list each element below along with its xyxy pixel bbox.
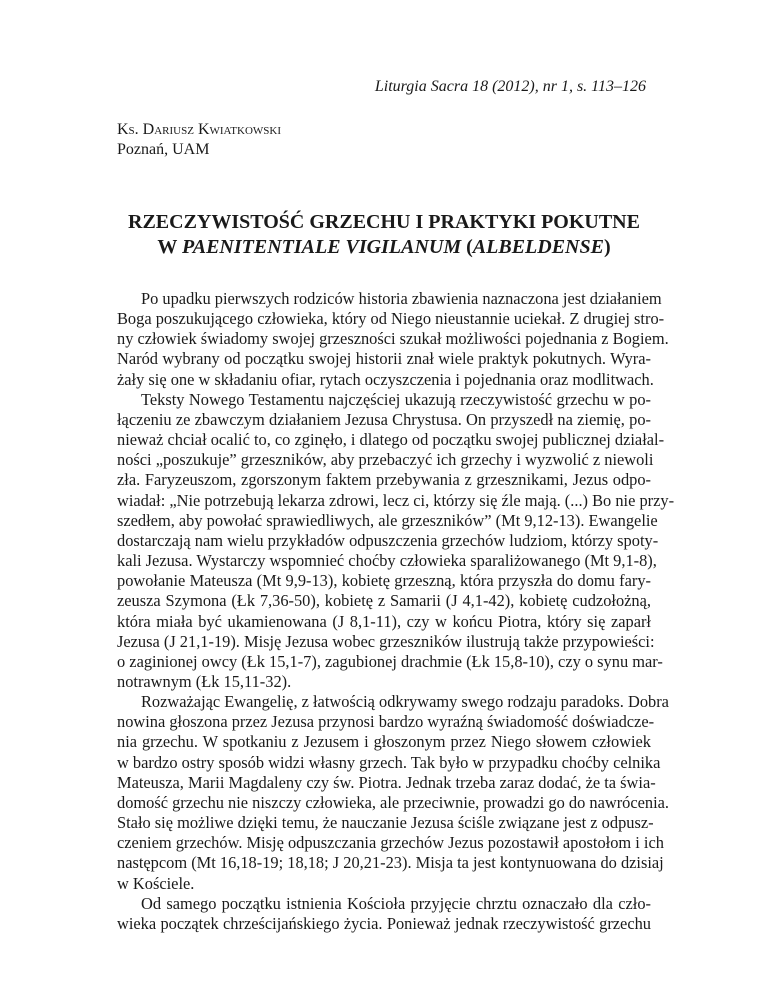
text-line: Od samego początku istnienia Kościoła przyjęcie chrztu oznaczało dla czło- <box>141 893 651 913</box>
text-line: domość grzechu nie niszczy człowieka, ale przeciwnie, prowadzi go do nawrócenia. <box>117 792 670 812</box>
title-italic-albeldense: ALBELDENSE <box>472 236 604 258</box>
text-line: nieważ chciał ocalić to, co zginęło, i dlatego od początku swojej publicznej działal- <box>117 430 665 450</box>
text-line: Mateusza, Marii Magdaleny czy św. Piotra. Jednak trzeba zaraz dodać, że ta świa- <box>117 772 656 792</box>
text-line: notrawnym (Łk 15,11-32). <box>117 671 292 691</box>
text-line: wieka początek chrześcijańskiego życia. Ponieważ jednak rzeczywistość grzechu <box>117 913 651 933</box>
text-line: szedłem, aby powołać sprawiedliwych, ale grzeszników” (Mt 9,12-13). Ewangelie <box>117 510 658 530</box>
text-line: w Kościele. <box>117 873 195 893</box>
text-line: czeniem grzechów. Misję odpuszczania grzechów Jezus pozostawił apostołom i ich <box>117 833 664 853</box>
text-line: ny człowiek świadomy swojej grzeszności szukał możliwości pojednania z Bogiem. <box>117 329 669 349</box>
author-affiliation: Poznań, UAM <box>117 141 210 158</box>
text-line: żały się one w składaniu ofiar, rytach oczyszczenia i pojednania oraz modlitwach. <box>117 369 654 389</box>
article-title <box>90 210 678 260</box>
text-line: która miała być ukamienowana (J 8,1-11), czy w końcu Piotra, który się zaparł <box>117 611 651 631</box>
title-italic-vigilanum: PAENITENTIALE VIGILANUM <box>182 236 462 258</box>
text-line: powołanie Mateusza (Mt 9,9-13), kobietę grzeszną, która przyszła do domu fary- <box>117 571 651 591</box>
title-line-2 <box>90 235 678 260</box>
text-line: w bardzo ostry sposób widzi własny grzech. Tak było w przypadku choćby celnika <box>117 752 661 772</box>
text-line: Boga poszukującego człowieka, który od Niego nieustannie uciekał. Z drugiej stro- <box>117 309 665 329</box>
article-body <box>117 289 675 934</box>
text-line: o zaginionej owcy (Łk 15,1-7), zagubionej drachmie (Łk 15,8-10), czy o synu mar- <box>117 651 663 671</box>
journal-reference: Liturgia Sacra 18 (2012), nr 1, s. 113–126 <box>374 78 646 95</box>
body-paragraph <box>117 894 651 934</box>
text-line: zła. Faryzeuszom, zgorszonym faktem przebywania z grzesznikami, Jezus odpo- <box>117 470 651 490</box>
title-paren-close: ) <box>603 236 611 258</box>
text-line: Jezusa (J 21,1-19). Misję Jezusa wobec grzeszników ilustrują także przypowieści: <box>117 631 655 651</box>
text-line: dostarczają nam wielu przykładów odpuszczenia grzechów ludziom, którzy spoty- <box>117 530 659 550</box>
body-paragraph <box>117 389 675 692</box>
text-line: łączeniu ze zbawczym działaniem Jezusa Chrystusa. On przyszedł na ziemię, po- <box>117 409 651 429</box>
text-line: wiadał: „Nie potrzebują lekarza zdrowi, lecz ci, którzy się źle mają. (...) Bo nie przy- <box>117 490 675 510</box>
title-paren-open: ( <box>461 236 473 258</box>
title-prefix: W <box>157 236 182 258</box>
text-line: zeusza Szymona (Łk 7,36-50), kobietę z Samarii (J 4,1-42), kobietę cudzołożną, <box>117 591 651 611</box>
text-line: Naród wybrany od początku swojej historii znał wiele praktyk pokutnych. Wyra- <box>117 349 651 369</box>
text-line: nia grzechu. W spotkaniu z Jezusem i głoszonym przez Niego słowem człowiek <box>117 732 651 752</box>
body-paragraph <box>117 692 670 894</box>
title-line-1: RZECZYWISTOŚĆ GRZECHU I PRAKTYKI POKUTNE <box>128 211 640 233</box>
text-line: następcom (Mt 16,18-19; 18,18; J 20,21-23). Misja ta jest kontynuowana do dzisiaj <box>117 853 664 873</box>
body-paragraph <box>117 289 669 390</box>
text-line: nowina głoszona przez Jezusa przynosi bardzo wyraźną świadomość doświadcze- <box>117 712 655 732</box>
text-line: Stało się możliwe dzięki temu, że nauczanie Jezusa ściśle związane jest z odpusz- <box>117 813 654 833</box>
text-line: Po upadku pierwszych rodziców historia zbawienia naznaczona jest działaniem <box>141 289 662 308</box>
text-line: kali Jezusa. Wystarczy wspomnieć choćby człowieka sparaliżowanego (Mt 9,1-8), <box>117 551 657 571</box>
text-line: Teksty Nowego Testamentu najczęściej ukazują rzeczywistość grzechu w po- <box>141 389 651 409</box>
text-line: Rozważając Ewangelię, z łatwością odkrywamy swego rodzaju paradoks. Dobra <box>141 692 669 712</box>
author-name: Ks. Dariusz Kwiatkowski <box>117 121 281 138</box>
text-line: ności „poszukuje” grzeszników, aby przebaczyć ich grzechy i wyzwolić z niewoli <box>117 450 654 470</box>
